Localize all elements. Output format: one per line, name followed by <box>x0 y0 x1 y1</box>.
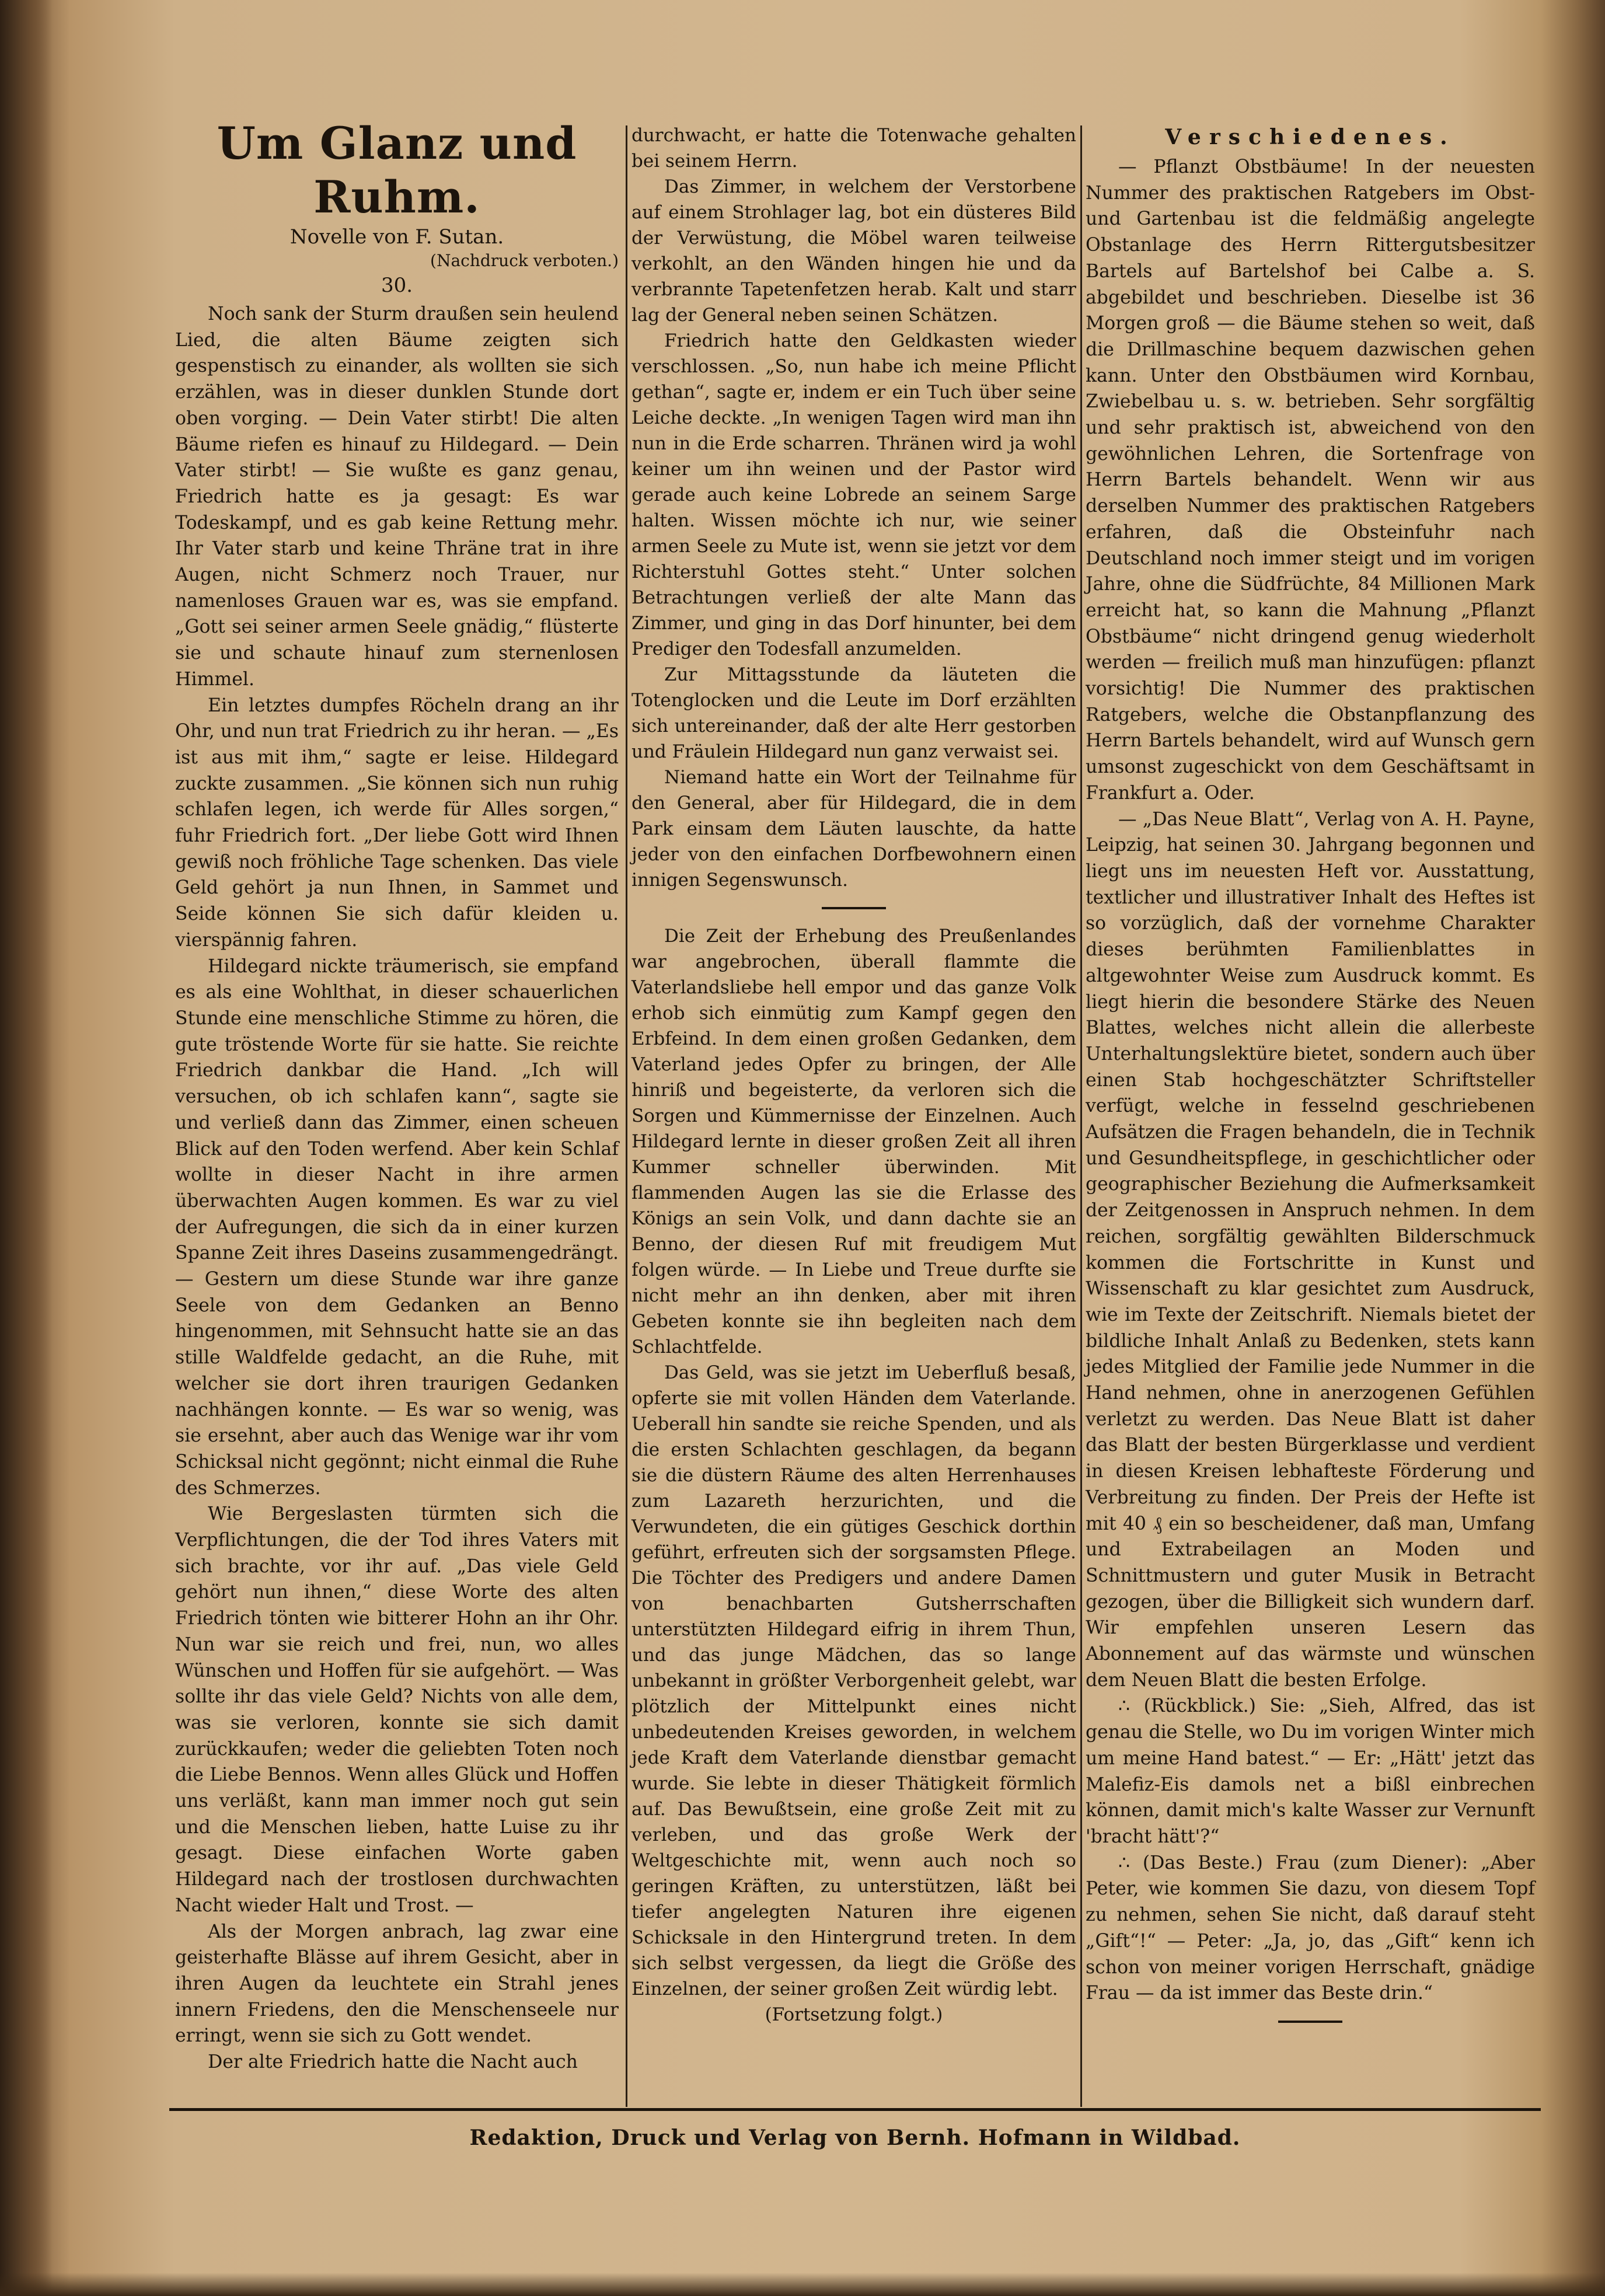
misc-item: ∴ (Rückblick.) Sie: „Sieh, Alfred, das ist genau die Stelle, wo Du im vorigen Winter mich um meine Hand batest.“ — Er: „Hätt' jetzt das Malefiz-Eis damols net a bißl einbrechen können, damit mich's kalte Wasser zur Vernunft 'bracht hätt'?“ <box>1086 1695 1535 1847</box>
misc-item: — „Das Neue Blatt“, Verlag von A. H. Payne, Leipzig, hat seinen 30. Jahrgang begonnen und liegt uns im neuesten Heft vor. Ausstattung, textlicher und illustrativer Inhalt des Heftes ist so vorzüglich, daß der vornehme Charakter dieses berühmten Familienblattes in altgewohnter Weise zum Ausdruck kommt. Es liegt hierin die besondere Stärke des Neuen Blattes, welches nicht allein die allerbeste Unterhaltungslektüre bietet, sondern auch über einen Stab hochgeschätzter Schriftsteller verfügt, welche in fesselnd geschriebenen Aufsätzen die Fragen behandeln, die in Technik und Gesundheitspflege, in geschichtlicher oder geographischer Beziehung die Aufmerksamkeit der Zeitgenossen in Anspruch nehmen. In dem reichen, sorgfältig gewählten Bilderschmuck kommen die Fortschritte in Kunst und Wissenschaft zu klar gesichtet zum Ausdruck, wie im Texte der Zeitschrift. Niemals bietet der bildliche Inhalt Anlaß zu Bedenken, stets kann jedes Mitglied der Familie jede Nummer in die Hand nehmen, ohne in anerzogenen Gefühlen verletzt zu werden. Das Neue Blatt ist daher das Blatt der besten Bürgerklasse und verdient in diesen Kreisen lebhafteste Förderung und Verbreitung zu finden. Der Preis der Hefte ist mit 40 ₰ ein so bescheidener, daß man, Umfang und Extrabeilagen an Moden und Schnittmustern und guter Musik in Betracht gezogen, über die Billigkeit sich wundern darf. Wir empfehlen unseren Lesern das Abonnement auf das wärmste und wünschen dem Neuen Blatt die besten Erfolge. <box>1086 808 1535 1691</box>
story-paragraph: Niemand hatte ein Wort der Teilnahme für den General, aber für Hildegard, die in dem Park einsam dem Läuten lauschte, da hatte jeder von den einfachen Dorfbewohnern einen innigen Segenswunsch. <box>631 767 1076 891</box>
imprint-line: Redaktion, Druck und Verlag von Bernh. Hofmann in Wildbad. <box>469 2126 1241 2150</box>
story-title: Um Glanz und Ruhm. <box>217 117 577 223</box>
column-1 <box>175 117 619 2075</box>
story-paragraph: Wie Bergeslasten türmten sich die Verpflichtungen, die der Tod ihres Vaters mit sich brachte, vor ihr auf. „Das viele Geld gehört nun ihnen,“ diese Worte des alten Friedrich tönten wie bitterer Hohn an ihr Ohr. Nun war sie reich und frei, nun, wo alles Wünschen und Hoffen für sie aufgehört. — Was sollte ihr das viele Geld? Nichts von alle dem, was sie verloren, konnte sie sich damit zurückkaufen; weder die geliebten Toten noch die Liebe Bennos. Wenn alles Glück und Hoffen uns verläßt, kann man immer noch gut sein und die Menschen lieben, hatte Luise zu ihr gesagt. Diese einfachen Worte gaben Hildegard nach der trostlosen durchwachten Nacht wieder Halt und Trost. — <box>175 1503 619 1916</box>
story-paragraph: Der alte Friedrich hatte die Nacht auch <box>208 2051 578 2073</box>
end-separator <box>1278 2021 1342 2023</box>
story-paragraph: Das Geld, was sie jetzt im Ueberfluß besaß, opferte sie mit vollen Händen dem Vaterlande. Ueberall hin sandte sie reiche Spenden, und als die ersten Schlachten geschlagen, da begann sie die düstern Räume des alten Herrenhauses zum Lazareth herzurichten, und die Verwundeten, die ein gütiges Geschick dorthin geführt, erfreuten sich der sorgsamsten Pflege. Die Töchter des Predigers und andere Damen von benachbarten Gutsherrschaften unterstützten Hildegard eifrig in ihrem Thun, und das junge Mädchen, das so lange unbekannt in größter Verborgenheit gelebt, war plötzlich der Mittelpunkt eines nicht unbedeutenden Kreises geworden, in welchem jede Kraft dem Vaterlande dienstbar gemacht wurde. Sie lebte in dieser Thätigkeit förmlich auf. Das Bewußtsein, eine große Zeit mit zu verleben, und das große Werk der Weltgeschichte mit, wenn auch noch so geringen Kräften, zu unterstützen, läßt bei tiefer angelegten Naturen ihre eigenen Schicksale in den Hintergrund treten. In dem sich selbst vergessen, da liegt die Größe des Einzelnen, der seiner großen Zeit würdig lebt. <box>631 1362 1076 2000</box>
page-binding-shadow <box>0 0 53 2296</box>
story-paragraph: Zur Mittagsstunde da läuteten die Totenglocken und die Leute im Dorf erzählten sich untereinander, daß der alte Herr gestorben und Fräulein Hildegard nun ganz verwaist sei. <box>631 664 1076 762</box>
section-heading: Verschiedenes. <box>1165 125 1456 149</box>
continued-note: (Fortsetzung folgt.) <box>765 2004 943 2025</box>
story-paragraph: Das Zimmer, in welchem der Verstorbene auf einem Strohlager lag, bot ein düsteres Bild der Verwüstung, die Möbel waren teilweise verkohlt, an den Wänden hingen hie und da verbrannte Tapetenfetzen herab. Kalt und starr lag der General neben seinen Schätzen. <box>631 176 1076 326</box>
story-paragraph: Noch sank der Sturm draußen sein heulend Lied, die alten Bäume zeigten sich gespenstisch zu einander, als wollten sie sich erzählen, was in dieser dunklen Stunde dort oben vorging. — Dein Vater stirbt! Die alten Bäume riefen es hinauf zu Hildegard. — Dein Vater stirbt! — Sie wußte es ganz genau, Friedrich hatte es ja gesagt: Es war Todeskampf, und es gab keine Rettung mehr. Ihr Vater starb und keine Thräne trat in ihre Augen, nicht Schmerz noch Trauer, nur namenloses Grauen war es, was sie empfand. „Gott sei seiner armen Seele gnädig,“ flüsterte sie und schaute hinauf zum sternenlosen Himmel. <box>175 303 619 690</box>
story-byline: Novelle von F. Sutan. <box>289 225 504 249</box>
column-2 <box>631 123 1076 2028</box>
story-paragraph: Als der Morgen anbrach, lag zwar eine geisterhafte Blässe auf ihrem Gesicht, aber in ihren Augen da leuchtete ein Strahl jenes innern Friedens, den die Menschenseele nur erringt, wenn sie sich zu Gott wendet. <box>175 1921 619 2047</box>
misc-item: ∴ (Das Beste.) Frau (zum Diener): „Aber Peter, wie kommen Sie dazu, von diesem Topf zu nehmen, sehen Sie nicht, daß darauf steht „Gift“!“ — Peter: „Ja, jo, das „Gift“ kenn ich schon von meiner vorigen Herrschaft, gnädige Frau — da ist immer das Beste drin.“ <box>1086 1852 1535 2004</box>
column-divider <box>626 125 627 2107</box>
story-paragraph: durchwacht, er hatte die Totenwache gehalten bei seinem Herrn. <box>631 125 1076 172</box>
story-paragraph: Friedrich hatte den Geldkasten wieder verschlossen. „So, nun habe ich meine Pflicht gethan“, sagte er, indem er ein Tuch über seine Leiche deckte. „In wenigen Tagen wird man ihn nun in die Erde scharren. Thränen wird ja wohl keiner um ihn weinen und der Pastor wird gerade auch keine Lobrede an seinem Sarge halten. Wissen möchte ich nur, wie seiner armen Seele zu Mute ist, wenn sie jetzt vor dem Richterstuhl Gottes steht.“ Unter solchen Betrachtungen verließ der alte Mann das Zimmer, und ging in das Dorf hinunter, bei dem Prediger den Todesfall anzumelden. <box>631 330 1076 660</box>
page-bottom-edge <box>0 2273 1605 2296</box>
installment-number: 30. <box>381 274 413 297</box>
story-paragraph: Die Zeit der Erhebung des Preußenlandes war angebrochen, überall flammte die Vaterlandsliebe hell empor und das ganze Volk erhob sich einmütig zum Kampf gegen den Erbfeind. In dem einen großen Gedanken, dem Vaterland jedes Opfer zu bringen, der Alle hinriß und begeisterte, da verloren sich die Sorgen und Kümmernisse der Einzelnen. Auch Hildegard lernte in dieser großen Zeit all ihren Kummer schneller überwinden. Mit flammenden Augen las sie die Erlasse des Königs an sein Volk, und dann dachte sie an Benno, der diesen Ruf mit freudigem Mut folgen würde. — In Liebe und Treue durfte sie nicht mehr an ihn denken, aber mit ihren Gebeten konnte sie ihn begleiten nach dem Schlachtfelde. <box>631 926 1076 1358</box>
section-separator <box>822 907 886 909</box>
misc-item: — Pflanzt Obstbäume! In der neuesten Nummer des praktischen Ratgebers im Obst- und Gartenbau ist die feldmäßig angelegte Obstanlage des Herrn Rittergutsbesitzer Bartels auf Bartelshof bei Calbe a. S. abgebildet und beschrieben. Dieselbe ist 36 Morgen groß — die Bäume stehen so weit, daß die Drillmaschine bequem dazwischen gehen kann. Unter den Obstbäumen wird Kornbau, Zwiebelbau u. s. w. betrieben. Sehr sorgfältig und sehr praktisch ist, abweichend von den gewöhnlichen Lehren, die Sortenfrage von Herrn Bartels behandelt. Wenn wir aus derselben Nummer des praktischen Ratgebers erfahren, daß die Obsteinfuhr nach Deutschland noch immer steigt und im vorigen Jahre, ohne die Südfrüchte, 84 Millionen Mark erreicht hat, so kann die Mahnung „Pflanzt Obstbäume“ nicht dringend genug wiederholt werden — freilich muß man hinzufügen: pflanzt vorsichtig! Die Nummer des praktischen Ratgebers, welche die Obstanpflanzung des Herrn Bartels behandelt, wird auf Wunsch gern umsonst zugeschickt von dem Geschäftsamt in Frankfurt a. Oder. <box>1086 156 1535 804</box>
footer-rule <box>169 2108 1541 2111</box>
story-paragraph: Hildegard nickte träumerisch, sie empfand es als eine Wohlthat, in dieser schauerlichen Stunde eine menschliche Stimme zu hören, die gute tröstende Worte für sie hatte. Sie reichte Friedrich dankbar die Hand. „Ich will versuchen, ob ich schlafen kann“, sagte sie und verließ dann das Zimmer, einen scheuen Blick auf den Toden werfend. Aber kein Schlaf wollte in dieser Nacht in ihre armen überwachten Augen kommen. Es war zu viel der Aufregungen, die sich da in einer kurzen Spanne Zeit ihres Daseins zusammengedrängt. — Gestern um diese Stunde war ihre ganze Seele von dem Gedanken an Benno hingenommen, mit Sehnsucht hatte sie an das stille Waldfelde gedacht, an die Ruhe, mit welcher sie dort ihren traurigen Gedanken nachhängen konnte. — Es war so wenig, was sie ersehnt, aber auch das Wenige war ihr vom Schicksal nicht gegönnt; nicht einmal die Ruhe des Schmerzes. <box>175 955 619 1499</box>
column-divider <box>1080 125 1082 2107</box>
column-3 <box>1086 123 1535 2037</box>
story-paragraph: Ein letztes dumpfes Röcheln drang an ihr Ohr, und nun trat Friedrich zu ihr heran. — „Es ist aus mit ihm,“ sagte er leise. Hildegard zuckte zusammen. „Sie können sich nun ruhig schlafen legen, ich werde für Alles sorgen,“ fuhr Friedrich fort. „Der liebe Gott wird Ihnen gewiß noch fröhliche Tage schenken. Das viele Geld gehört ja nun Ihnen, in Sammet und Seide können Sie sich dafür kleiden u. vierspännig fahren. <box>175 695 619 951</box>
reprint-note: (Nachdruck verboten.) <box>430 251 619 270</box>
